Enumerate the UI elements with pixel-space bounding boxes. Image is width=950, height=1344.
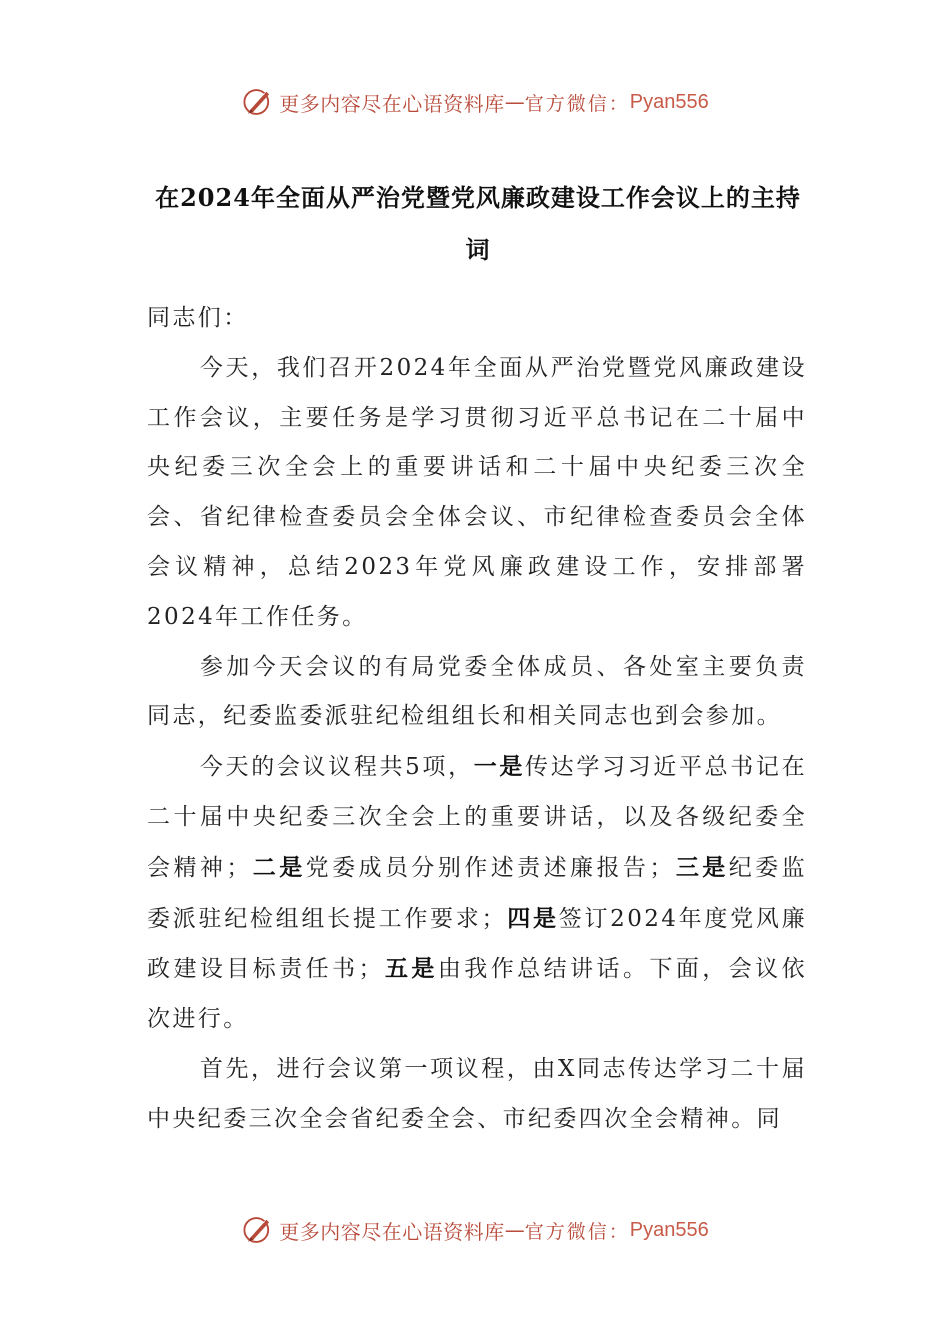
agenda-item-3-text: 纪委监委派驻纪检组组长提工作要求； bbox=[147, 854, 807, 932]
agenda-item-2-label: 二是 bbox=[251, 853, 306, 881]
quill-logo-icon bbox=[241, 1213, 275, 1247]
quill-logo-icon bbox=[241, 85, 275, 119]
document-title: 在2024年全面从严治党暨党风廉政建设工作会议上的主持词 bbox=[155, 183, 801, 264]
agenda-item-5-label: 五是 bbox=[383, 955, 438, 983]
agenda-item-2-text: 党委成员分别作述责述廉报告； bbox=[305, 854, 675, 881]
document-body bbox=[147, 294, 807, 1145]
agenda-item-5-text: 由我作总结讲话。下面，会议依次进行。 bbox=[147, 956, 807, 1033]
banner-brand-text: 更多内容尽在心语资料库 bbox=[279, 91, 505, 116]
paragraph-1: 今天，我们召开2024年全面从严治党暨党风廉政建设工作会议，主要任务是学习贯彻习近平总书记在二十届中央纪委三次全会上的重要讲话和二十届中央纪委三次全会、省纪律检查委员会全体会议、市纪律检查委员会全体会议精神，总结2023年党风廉政建设工作，安排部署2024年工作任务。 bbox=[147, 354, 807, 630]
banner-separator: — bbox=[504, 1218, 525, 1242]
header-watermark-banner bbox=[0, 82, 950, 122]
banner-wechat-label: 官方微信： bbox=[524, 1220, 630, 1243]
banner-wechat-id: Pyan556 bbox=[629, 90, 709, 113]
footer-watermark-banner bbox=[0, 1210, 950, 1250]
paragraph-2: 参加今天会议的有局党委全体成员、各处室主要负责同志，纪委监委派驻纪检组组长和相关同志也到会参加。 bbox=[147, 653, 807, 730]
banner-brand-text: 更多内容尽在心语资料库 bbox=[279, 1219, 505, 1244]
agenda-item-1-label: 一是 bbox=[473, 753, 526, 781]
paragraph-4: 首先，进行会议第一项议程，由X同志传达学习二十届中央纪委三次全会省纪委全会、市纪委四次全会精神。同 bbox=[147, 1055, 807, 1132]
agenda-intro: 今天的会议议程共5项， bbox=[199, 754, 474, 781]
agenda-item-1-text: 传达学习习近平总书记在二十届中央纪委三次全会上的重要讲话，以及各级纪委全会精神； bbox=[147, 754, 807, 881]
agenda-item-3-label: 三是 bbox=[674, 853, 729, 881]
salutation: 同志们： bbox=[147, 305, 249, 331]
paragraph-3 bbox=[147, 742, 807, 1045]
banner-separator: — bbox=[504, 90, 525, 114]
banner-wechat-label: 官方微信： bbox=[524, 92, 630, 115]
agenda-item-4-label: 四是 bbox=[506, 904, 559, 932]
banner-wechat-id: Pyan556 bbox=[629, 1218, 709, 1241]
agenda-item-4-text: 签订2024年度党风廉政建设目标责任书； bbox=[147, 905, 807, 983]
